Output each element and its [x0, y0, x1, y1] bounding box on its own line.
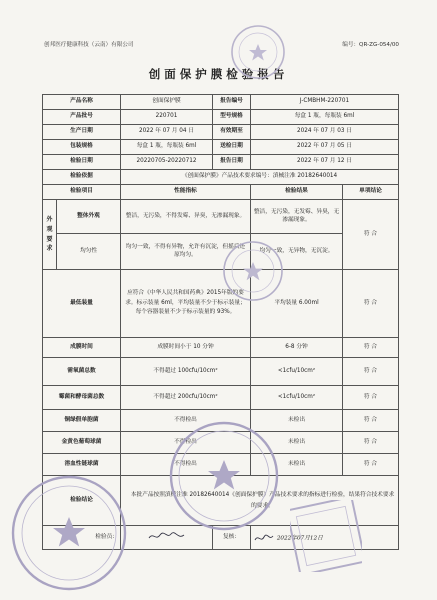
appearance-spec: 整洁，无污染，不得发霉、异臭，无渗漏现象。	[121, 200, 251, 234]
signature-cell-inspector-sign	[121, 526, 213, 550]
signature-row	[43, 526, 399, 550]
bacteria-spec: 不得超过 100cfu/10cm²	[121, 358, 251, 386]
strep-label: 溶血性链球菌	[43, 454, 121, 476]
pseudo-result: 未检出	[251, 410, 343, 432]
appearance-result: 整洁，无污染，无发霉、异臭，无渗漏现象。	[251, 200, 343, 234]
appearance-group-char: 要	[46, 235, 53, 243]
report-date-value: 2022 年 07 月 12 日	[251, 155, 399, 170]
uniform-spec: 均匀一致，不得有异物，允许有沉淀，但摇后还原均匀。	[121, 234, 251, 270]
min-conclusion: 符 合	[343, 270, 399, 338]
strep-conclusion: 符 合	[343, 454, 399, 476]
appearance-group-label	[43, 200, 57, 270]
appearance-group-char: 外	[46, 216, 53, 224]
spec-value: 每盒 1 瓶，每瓶装 6ml	[251, 110, 399, 125]
staph-result: 未检出	[251, 432, 343, 454]
conclusion-label: 检验结论	[43, 476, 121, 526]
min-spec: 应符合《中华人民共和国药典》2015年版的要求。标示装量 6ml，平均装量不少于标示装量；每个容器装量不少于标示装量的 93%。	[121, 270, 251, 338]
staph-label: 金黄色葡萄球菌	[43, 432, 121, 454]
info-row	[43, 155, 399, 170]
company-header: 创邦医疗健康科技（云南）有限公司	[44, 42, 134, 48]
appearance-label: 整体外观	[57, 200, 121, 234]
product-name-value: 创面保护膜	[121, 95, 213, 110]
bacteria-result: <1cfu/10cm²	[251, 358, 343, 386]
conclusion-text: 本批产品按照滇械注准 20182640014《创面保护膜》产品技术要求的指标进行检验，结果符合技术要求的要求。	[121, 476, 399, 526]
col-header-spec: 性能指标	[121, 185, 251, 200]
basis-label: 检验依据	[43, 170, 121, 185]
prod-date-label: 生产日期	[43, 125, 121, 140]
appearance-group-text	[46, 216, 52, 252]
mold-label: 霉菌和酵母菌总数	[43, 386, 121, 410]
inspector-signature-image	[147, 529, 187, 543]
table-row	[43, 386, 399, 410]
reviewer-label: 复核：	[213, 526, 251, 550]
pseudo-label: 铜绿假单胞菌	[43, 410, 121, 432]
signature-cell-reviewer	[251, 526, 399, 550]
info-row	[43, 125, 399, 140]
pack-value: 每盒 1 瓶，每瓶装 6ml	[121, 140, 213, 155]
product-name-label: 产品名称	[43, 95, 121, 110]
spec-label: 型号规格	[213, 110, 251, 125]
mold-spec: 不得超过 200cfu/10cm²	[121, 386, 251, 410]
table-row	[43, 432, 399, 454]
table-row	[43, 454, 399, 476]
col-header-conclusion: 单项结论	[343, 185, 399, 200]
basis-value: 《创面保护膜》产品技术要求编号：滇械注准 20182640014	[121, 170, 399, 185]
mold-conclusion: 符 合	[343, 386, 399, 410]
pack-label: 包装规格	[43, 140, 121, 155]
film-result: 6-8 分钟	[251, 338, 343, 358]
col-header-result: 检验结果	[251, 185, 343, 200]
reviewer-signature-image	[253, 532, 275, 544]
report-date-label: 报告日期	[213, 155, 251, 170]
uniform-result: 均匀一致，无异物，无沉淀。	[251, 234, 343, 270]
staph-spec: 不得检出	[121, 432, 251, 454]
test-date-value: 20220705-20220712	[121, 155, 213, 170]
min-result: 平均装量 6.00ml	[251, 270, 343, 338]
strep-spec: 不得检出	[121, 454, 251, 476]
batch-value: 220701	[121, 110, 213, 125]
info-row	[43, 95, 399, 110]
conclusion-row	[43, 476, 399, 526]
report-no-label: 报告编号	[213, 95, 251, 110]
strep-result: 未检出	[251, 454, 343, 476]
batch-label: 产品批号	[43, 110, 121, 125]
bacteria-conclusion: 符 合	[343, 358, 399, 386]
staph-conclusion: 符 合	[343, 432, 399, 454]
appearance-conclusion: 符 合	[343, 200, 399, 270]
info-row	[43, 110, 399, 125]
column-header-row	[43, 185, 399, 200]
film-spec: 成膜时间小于 10 分钟	[121, 338, 251, 358]
table-row	[43, 410, 399, 432]
expiry-value: 2024 年 07 月 03 日	[251, 125, 399, 140]
test-date-label: 检验日期	[43, 155, 121, 170]
table-row	[43, 270, 399, 338]
col-header-item: 检验项目	[43, 185, 121, 200]
min-label: 最低装量	[43, 270, 121, 338]
send-date-value: 2022 年 07 月 05 日	[251, 140, 399, 155]
report-no-value: J-CMBHM-220701	[251, 95, 399, 110]
uniform-label: 均匀性	[57, 234, 121, 270]
send-date-label: 送检日期	[213, 140, 251, 155]
table-row	[43, 358, 399, 386]
info-row	[43, 170, 399, 185]
bacteria-label: 需氧菌总数	[43, 358, 121, 386]
prod-date-value: 2022 年 07 月 04 日	[121, 125, 213, 140]
pseudo-spec: 不得检出	[121, 410, 251, 432]
review-date: 2022年07月12日	[276, 535, 323, 541]
film-label: 成膜时间	[43, 338, 121, 358]
appearance-group-char: 观	[46, 225, 53, 233]
appearance-group-char: 求	[46, 245, 53, 253]
inspector-label: 检验员：	[95, 533, 118, 540]
table-row	[43, 200, 399, 234]
inspection-table	[42, 94, 399, 550]
pseudo-conclusion: 符 合	[343, 410, 399, 432]
table-row	[43, 338, 399, 358]
signature-cell-inspector	[43, 526, 121, 550]
document-number: 编号：QR-ZG-054/00	[342, 42, 399, 48]
expiry-label: 有效期至	[213, 125, 251, 140]
info-row	[43, 140, 399, 155]
film-conclusion: 符 合	[343, 338, 399, 358]
report-title: 创面保护膜检验报告	[148, 67, 289, 81]
mold-result: <1cfu/10cm²	[251, 386, 343, 410]
